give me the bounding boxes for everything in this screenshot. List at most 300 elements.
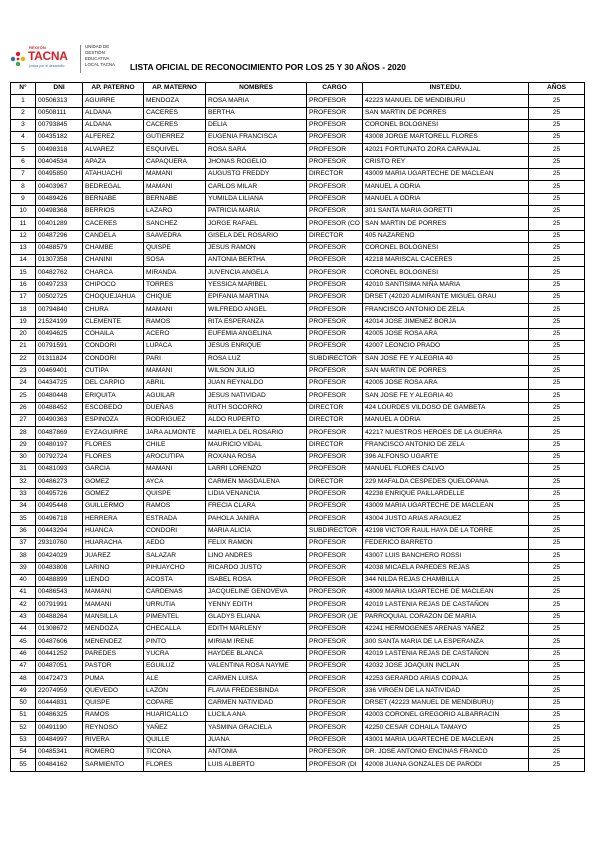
institution-cell: FRANCISCO ANTONIO DE ZELA bbox=[363, 439, 529, 451]
names-cell: RUTH SOCORRO bbox=[206, 402, 307, 414]
logo-unit-line: UNIDAD DE bbox=[85, 44, 110, 49]
names-cell: YASMINA GRACIELA bbox=[206, 722, 307, 734]
dni-cell: 00490363 bbox=[36, 415, 83, 427]
paternal-surname-cell: REYNOSO bbox=[83, 722, 144, 734]
institution-cell: 301 SANTA MARIA GORETTI bbox=[363, 205, 529, 217]
maternal-surname-cell: DUEÑAS bbox=[144, 402, 206, 414]
maternal-surname-cell: ESTRADA bbox=[144, 513, 206, 525]
dni-cell: 00482762 bbox=[36, 267, 83, 279]
maternal-surname-cell: ACERO bbox=[144, 328, 206, 340]
position-cell: PROFESOR bbox=[307, 304, 363, 316]
row-number-cell: 34 bbox=[11, 501, 36, 513]
dni-cell: 00506313 bbox=[36, 95, 83, 107]
dni-cell: 00488899 bbox=[36, 574, 83, 586]
years-cell: 25 bbox=[529, 95, 585, 107]
dni-cell: 00401289 bbox=[36, 218, 83, 230]
dni-cell: 22074959 bbox=[36, 685, 83, 697]
row-number-cell: 13 bbox=[11, 242, 36, 254]
years-cell: 25 bbox=[529, 476, 585, 488]
paternal-surname-cell: CANDELA bbox=[83, 230, 144, 242]
institution-cell: 42223 MANUEL DE MENDIBURU bbox=[363, 95, 529, 107]
table-row bbox=[11, 685, 585, 697]
dni-cell: 00487869 bbox=[36, 427, 83, 439]
years-cell: 25 bbox=[529, 710, 585, 722]
dni-cell: 04434725 bbox=[36, 378, 83, 390]
maternal-surname-cell: FLORES bbox=[144, 759, 206, 771]
paternal-surname-cell: COHAILA bbox=[83, 328, 144, 340]
paternal-surname-cell: RAMOS bbox=[83, 710, 144, 722]
table-row bbox=[11, 304, 585, 316]
table-row bbox=[11, 574, 585, 586]
paternal-surname-cell: MENDOZA bbox=[83, 624, 144, 636]
names-cell: JUVENCIA ANGELA bbox=[206, 267, 307, 279]
paternal-surname-cell: HUANCA bbox=[83, 525, 144, 537]
institution-cell: SAN MARTIN DE PORRES bbox=[363, 365, 529, 377]
paternal-surname-cell: PUMA bbox=[83, 673, 144, 685]
institution-cell: 42005 JOSE ROSA ARA bbox=[363, 378, 529, 390]
logo-unit-line: LOCAL TACNA bbox=[85, 62, 115, 67]
years-cell: 25 bbox=[529, 501, 585, 513]
row-number-cell: 10 bbox=[11, 205, 36, 217]
maternal-surname-cell: RAMOS bbox=[144, 501, 206, 513]
position-cell: DIRECTOR bbox=[307, 476, 363, 488]
paternal-surname-cell: RIVERA bbox=[83, 734, 144, 746]
paternal-surname-cell: CHOQUEJAHUA bbox=[83, 292, 144, 304]
table-row bbox=[11, 353, 585, 365]
names-cell: VALENTINA ROSA NAYME bbox=[206, 660, 307, 672]
years-cell: 25 bbox=[529, 537, 585, 549]
years-cell: 25 bbox=[529, 402, 585, 414]
paternal-surname-cell: CHARCA bbox=[83, 267, 144, 279]
dni-cell: 00480448 bbox=[36, 390, 83, 402]
position-cell: PROFESOR bbox=[307, 734, 363, 746]
maternal-surname-cell: QUISPE bbox=[144, 488, 206, 500]
logo-separator bbox=[80, 45, 81, 73]
maternal-surname-cell: LAZARO bbox=[144, 205, 206, 217]
years-cell: 25 bbox=[529, 488, 585, 500]
years-cell: 25 bbox=[529, 660, 585, 672]
paternal-surname-cell: GARCIA bbox=[83, 464, 144, 476]
maternal-surname-cell: SANCHEZ bbox=[144, 218, 206, 230]
paternal-surname-cell: ALFEREZ bbox=[83, 132, 144, 144]
maternal-surname-cell: YAÑEZ bbox=[144, 722, 206, 734]
table-row bbox=[11, 710, 585, 722]
position-cell: PROFESOR bbox=[307, 648, 363, 660]
institution-cell: 43009 MARIA UGARTECHE DE MACLEAN bbox=[363, 501, 529, 513]
years-cell: 25 bbox=[529, 599, 585, 611]
table-row bbox=[11, 660, 585, 672]
paternal-surname-cell: CHIPOCO bbox=[83, 279, 144, 291]
paternal-surname-cell: QUEVEDO bbox=[83, 685, 144, 697]
column-header-years: AÑOS bbox=[529, 83, 585, 95]
paternal-surname-cell: CACERES bbox=[83, 218, 144, 230]
names-cell: FELIX RAMON bbox=[206, 537, 307, 549]
row-number-cell: 16 bbox=[11, 279, 36, 291]
institution-cell: DRSET (42223 MANUEL DE MENDIBURU) bbox=[363, 697, 529, 709]
region-tacna-logo-icon bbox=[10, 51, 26, 67]
years-cell: 25 bbox=[529, 353, 585, 365]
dni-cell: 00469401 bbox=[36, 365, 83, 377]
names-cell: JESUS RAMON bbox=[206, 242, 307, 254]
years-cell: 25 bbox=[529, 427, 585, 439]
dni-cell: 00424029 bbox=[36, 550, 83, 562]
row-number-cell: 9 bbox=[11, 193, 36, 205]
names-cell: FRECIA CLARA bbox=[206, 501, 307, 513]
position-cell: PROFESOR bbox=[307, 267, 363, 279]
table-row bbox=[11, 464, 585, 476]
names-cell: ROSA SARA bbox=[206, 144, 307, 156]
logo-name: TACNA bbox=[28, 49, 68, 63]
row-number-cell: 20 bbox=[11, 328, 36, 340]
institution-cell: SAN MARTIN DE PORRES bbox=[363, 107, 529, 119]
paternal-surname-cell: CHAMBE bbox=[83, 242, 144, 254]
position-cell: PROFESOR bbox=[307, 574, 363, 586]
row-number-cell: 53 bbox=[11, 734, 36, 746]
maternal-surname-cell: PIMENTEL bbox=[144, 611, 206, 623]
maternal-surname-cell: SALAZAR bbox=[144, 550, 206, 562]
dni-cell: 01308672 bbox=[36, 624, 83, 636]
maternal-surname-cell: PINTO bbox=[144, 636, 206, 648]
maternal-surname-cell: AGUILAR bbox=[144, 390, 206, 402]
position-cell: PROFESOR bbox=[307, 673, 363, 685]
row-number-cell: 51 bbox=[11, 710, 36, 722]
dni-cell: 00791991 bbox=[36, 599, 83, 611]
position-cell: PROFESOR bbox=[307, 144, 363, 156]
institution-cell: 344 NILDA REJAS CHAMBILLA bbox=[363, 574, 529, 586]
row-number-cell: 54 bbox=[11, 747, 36, 759]
position-cell: DIRECTOR bbox=[307, 415, 363, 427]
paternal-surname-cell: ERIQUITA bbox=[83, 390, 144, 402]
row-number-cell: 49 bbox=[11, 685, 36, 697]
position-cell: PROFESOR bbox=[307, 587, 363, 599]
maternal-surname-cell: RODRIGUEZ bbox=[144, 415, 206, 427]
maternal-surname-cell: BERNABE bbox=[144, 193, 206, 205]
dni-cell: 00483808 bbox=[36, 562, 83, 574]
dni-cell: 00495448 bbox=[36, 501, 83, 513]
dni-cell: 00488264 bbox=[36, 611, 83, 623]
position-cell: PROFESOR bbox=[307, 747, 363, 759]
institution-cell: 42238 ENRIQUE PAILLARDELLE bbox=[363, 488, 529, 500]
names-cell: ISABEL ROSA bbox=[206, 574, 307, 586]
table-row bbox=[11, 501, 585, 513]
paternal-surname-cell: AGUIRRE bbox=[83, 95, 144, 107]
maternal-surname-cell: CHILE bbox=[144, 439, 206, 451]
maternal-surname-cell: CACERES bbox=[144, 119, 206, 131]
column-header-position: CARGO bbox=[307, 83, 363, 95]
dni-cell: 00486543 bbox=[36, 587, 83, 599]
table-row bbox=[11, 316, 585, 328]
years-cell: 25 bbox=[529, 205, 585, 217]
table-row bbox=[11, 562, 585, 574]
row-number-cell: 43 bbox=[11, 611, 36, 623]
maternal-surname-cell: ABRIL bbox=[144, 378, 206, 390]
names-cell: WILSON JULIO bbox=[206, 365, 307, 377]
table-row bbox=[11, 107, 585, 119]
names-cell: MIRIAM IRENE bbox=[206, 636, 307, 648]
paternal-surname-cell: CONDORI bbox=[83, 341, 144, 353]
institution-cell: 405 NAZARENO bbox=[363, 230, 529, 242]
dni-cell: 01307358 bbox=[36, 255, 83, 267]
years-cell: 25 bbox=[529, 279, 585, 291]
table-row bbox=[11, 415, 585, 427]
paternal-surname-cell: FLORES bbox=[83, 451, 144, 463]
position-cell: PROFESOR bbox=[307, 132, 363, 144]
document-header bbox=[10, 43, 585, 77]
institution-cell: MANUEL FLORES CALVO bbox=[363, 464, 529, 476]
table-header-row bbox=[11, 83, 585, 95]
names-cell: WILFREDO ANGEL bbox=[206, 304, 307, 316]
paternal-surname-cell: HERRERA bbox=[83, 513, 144, 525]
row-number-cell: 39 bbox=[11, 562, 36, 574]
table-row bbox=[11, 242, 585, 254]
names-cell: DELIA bbox=[206, 119, 307, 131]
position-cell: PROFESOR bbox=[307, 427, 363, 439]
table-row bbox=[11, 636, 585, 648]
position-cell: PROFESOR bbox=[307, 550, 363, 562]
position-cell: PROFESOR bbox=[307, 119, 363, 131]
years-cell: 25 bbox=[529, 169, 585, 181]
table-row bbox=[11, 648, 585, 660]
paternal-surname-cell: GOMEZ bbox=[83, 488, 144, 500]
years-cell: 25 bbox=[529, 107, 585, 119]
position-cell: PROFESOR bbox=[307, 95, 363, 107]
table-row bbox=[11, 488, 585, 500]
dni-cell: 00481093 bbox=[36, 464, 83, 476]
table-row bbox=[11, 513, 585, 525]
position-cell: PROFESOR bbox=[307, 205, 363, 217]
names-cell: ANTONIA bbox=[206, 747, 307, 759]
dni-cell: 00484162 bbox=[36, 759, 83, 771]
logo-unit-line: GESTIÓN bbox=[85, 50, 105, 55]
position-cell: PROFESOR bbox=[307, 599, 363, 611]
row-number-cell: 35 bbox=[11, 513, 36, 525]
dni-cell: 00495726 bbox=[36, 488, 83, 500]
paternal-surname-cell: MAMANI bbox=[83, 587, 144, 599]
institution-cell: 42007 LEONCIO PRADO bbox=[363, 341, 529, 353]
institution-cell: 43007 LUIS BANCHERO ROSSI bbox=[363, 550, 529, 562]
table-row bbox=[11, 525, 585, 537]
years-cell: 25 bbox=[529, 328, 585, 340]
institution-cell: 42019 LASTENIA REJAS DE CASTAÑON bbox=[363, 599, 529, 611]
dni-cell: 00480197 bbox=[36, 439, 83, 451]
maternal-surname-cell: EGUILUZ bbox=[144, 660, 206, 672]
position-cell: PROFESOR bbox=[307, 328, 363, 340]
position-cell: PROFESOR bbox=[307, 660, 363, 672]
maternal-surname-cell: ESQUIVEL bbox=[144, 144, 206, 156]
maternal-surname-cell: MAMANI bbox=[144, 464, 206, 476]
paternal-surname-cell: ROMERO bbox=[83, 747, 144, 759]
dni-cell: 21524199 bbox=[36, 316, 83, 328]
years-cell: 25 bbox=[529, 181, 585, 193]
years-cell: 25 bbox=[529, 747, 585, 759]
position-cell: PROFESOR bbox=[307, 710, 363, 722]
names-cell: YUMILDA LILIANA bbox=[206, 193, 307, 205]
logo-slogan: juntos por el desarrollo bbox=[29, 64, 65, 68]
maternal-surname-cell: MAMANI bbox=[144, 169, 206, 181]
table-row bbox=[11, 611, 585, 623]
position-cell: PROFESOR bbox=[307, 279, 363, 291]
names-cell: PAHOLA JANIRA bbox=[206, 513, 307, 525]
maternal-surname-cell: LUPACA bbox=[144, 341, 206, 353]
dni-cell: 00443294 bbox=[36, 525, 83, 537]
table-row bbox=[11, 734, 585, 746]
paternal-surname-cell: BERRIOS bbox=[83, 205, 144, 217]
table-row bbox=[11, 279, 585, 291]
maternal-surname-cell: SAAVEDRA bbox=[144, 230, 206, 242]
position-cell: PROFESOR bbox=[307, 156, 363, 168]
names-cell: JESUS ENRIQUE bbox=[206, 341, 307, 353]
institution-cell: 42003 CORONEL GREGORIO ALBARRACIN bbox=[363, 710, 529, 722]
institution-cell: CORONEL BOLOGNESI bbox=[363, 119, 529, 131]
row-number-cell: 18 bbox=[11, 304, 36, 316]
row-number-cell: 38 bbox=[11, 550, 36, 562]
row-number-cell: 44 bbox=[11, 624, 36, 636]
paternal-surname-cell: CUTIPA bbox=[83, 365, 144, 377]
institution-cell: SAN JOSE FE Y ALEGRIA 40 bbox=[363, 390, 529, 402]
row-number-cell: 17 bbox=[11, 292, 36, 304]
position-cell: PROFESOR bbox=[307, 341, 363, 353]
names-cell: ALDO RUPERTO bbox=[206, 415, 307, 427]
years-cell: 25 bbox=[529, 636, 585, 648]
table-row bbox=[11, 292, 585, 304]
dni-cell: 00487606 bbox=[36, 636, 83, 648]
maternal-surname-cell: ALE bbox=[144, 673, 206, 685]
row-number-cell: 1 bbox=[11, 95, 36, 107]
years-cell: 25 bbox=[529, 624, 585, 636]
institution-cell: MANUEL A ODRIA bbox=[363, 415, 529, 427]
names-cell: JORGE RAFAEL bbox=[206, 218, 307, 230]
names-cell: CARLOS MILAR bbox=[206, 181, 307, 193]
years-cell: 25 bbox=[529, 611, 585, 623]
institution-cell: SAN MARTIN DE PORRES bbox=[363, 218, 529, 230]
years-cell: 25 bbox=[529, 648, 585, 660]
position-cell: DIRECTOR bbox=[307, 439, 363, 451]
dni-cell: 00484997 bbox=[36, 734, 83, 746]
paternal-surname-cell: MANSILLA bbox=[83, 611, 144, 623]
row-number-cell: 26 bbox=[11, 402, 36, 414]
years-cell: 25 bbox=[529, 218, 585, 230]
maternal-surname-cell: MAMANI bbox=[144, 181, 206, 193]
names-cell: EPIFANIA MARTINA bbox=[206, 292, 307, 304]
position-cell: PROFESOR bbox=[307, 181, 363, 193]
dni-cell: 00498318 bbox=[36, 144, 83, 156]
position-cell: PROFESOR bbox=[307, 685, 363, 697]
logo-unit-text bbox=[85, 44, 125, 68]
names-cell: HAYDEE BLANCA bbox=[206, 648, 307, 660]
table-row bbox=[11, 378, 585, 390]
column-header-names: NOMBRES bbox=[206, 83, 307, 95]
names-cell: RITA ESPERANZA bbox=[206, 316, 307, 328]
institution-cell: 43001 MARIA UGARTECHE DE MACLEAN bbox=[363, 734, 529, 746]
row-number-cell: 36 bbox=[11, 525, 36, 537]
row-number-cell: 30 bbox=[11, 451, 36, 463]
paternal-surname-cell: MAMANI bbox=[83, 599, 144, 611]
table-row bbox=[11, 205, 585, 217]
paternal-surname-cell: LARINO bbox=[83, 562, 144, 574]
names-cell: PATRICIA MARIA bbox=[206, 205, 307, 217]
table-row bbox=[11, 587, 585, 599]
table-row bbox=[11, 144, 585, 156]
names-cell: JESUS NATIVIDAD bbox=[206, 390, 307, 402]
maternal-surname-cell: GUTIERREZ bbox=[144, 132, 206, 144]
years-cell: 25 bbox=[529, 193, 585, 205]
position-cell: PROFESOR bbox=[307, 488, 363, 500]
maternal-surname-cell: CACERES bbox=[144, 107, 206, 119]
table-row bbox=[11, 169, 585, 181]
dni-cell: 00498368 bbox=[36, 205, 83, 217]
years-cell: 25 bbox=[529, 144, 585, 156]
names-cell: GISELA DEL ROSARIO bbox=[206, 230, 307, 242]
institution-cell: 42021 FORTUNATO ZORA CARVAJAL bbox=[363, 144, 529, 156]
row-number-cell: 33 bbox=[11, 488, 36, 500]
paternal-surname-cell: EYZAGUIRRE bbox=[83, 427, 144, 439]
institution-cell: 43004 JUSTO ARIAS ARAGUEZ bbox=[363, 513, 529, 525]
dni-cell: 00488579 bbox=[36, 242, 83, 254]
institution-cell: 424 LOURDES VILDOSO DE GAMBETA bbox=[363, 402, 529, 414]
institution-cell: 42005 JOSE ROSA ARA bbox=[363, 328, 529, 340]
table-row bbox=[11, 439, 585, 451]
years-cell: 25 bbox=[529, 267, 585, 279]
years-cell: 25 bbox=[529, 390, 585, 402]
names-cell: EUGENIA FRANCISCA bbox=[206, 132, 307, 144]
maternal-surname-cell: MENDOZA bbox=[144, 95, 206, 107]
maternal-surname-cell: ACOSTA bbox=[144, 574, 206, 586]
row-number-cell: 37 bbox=[11, 537, 36, 549]
maternal-surname-cell: COPARE bbox=[144, 697, 206, 709]
years-cell: 25 bbox=[529, 365, 585, 377]
dni-cell: 00496718 bbox=[36, 513, 83, 525]
row-number-cell: 3 bbox=[11, 119, 36, 131]
maternal-surname-cell: JARA ALMONTE bbox=[144, 427, 206, 439]
names-cell: CARMEN LUISA bbox=[206, 673, 307, 685]
row-number-cell: 40 bbox=[11, 574, 36, 586]
table-row bbox=[11, 537, 585, 549]
maternal-surname-cell: YUCRA bbox=[144, 648, 206, 660]
dni-cell: 00485341 bbox=[36, 747, 83, 759]
row-number-cell: 52 bbox=[11, 722, 36, 734]
institution-cell: 42014 JOSE JIMENEZ BORJA bbox=[363, 316, 529, 328]
ugel-tacna-logo bbox=[10, 43, 120, 77]
paternal-surname-cell: GOMEZ bbox=[83, 476, 144, 488]
table-row bbox=[11, 156, 585, 168]
paternal-surname-cell: CHANINI bbox=[83, 255, 144, 267]
paternal-surname-cell: ALDANA bbox=[83, 119, 144, 131]
maternal-surname-cell: URRUTIA bbox=[144, 599, 206, 611]
row-number-cell: 12 bbox=[11, 230, 36, 242]
institution-cell: 43008 JORGE MARTORELL FLORES bbox=[363, 132, 529, 144]
years-cell: 25 bbox=[529, 341, 585, 353]
position-cell: PROFESOR bbox=[307, 378, 363, 390]
table-row bbox=[11, 390, 585, 402]
names-cell: EUFEMIA ANGELINA bbox=[206, 328, 307, 340]
table-row bbox=[11, 624, 585, 636]
paternal-surname-cell: QUISPE bbox=[83, 697, 144, 709]
dni-cell: 00487051 bbox=[36, 660, 83, 672]
recognition-table bbox=[10, 82, 585, 772]
institution-cell: 42038 MICAELA PAREDES REJAS bbox=[363, 562, 529, 574]
years-cell: 25 bbox=[529, 415, 585, 427]
table-row bbox=[11, 747, 585, 759]
names-cell: ROSA LUZ bbox=[206, 353, 307, 365]
row-number-cell: 28 bbox=[11, 427, 36, 439]
maternal-surname-cell: MIRANDA bbox=[144, 267, 206, 279]
dni-cell: 00508111 bbox=[36, 107, 83, 119]
institution-cell: 42250 CESAR COHAILA TAMAYO bbox=[363, 722, 529, 734]
institution-cell: 42253 GERARDO ARIAS COPAJA bbox=[363, 673, 529, 685]
paternal-surname-cell: APAZA bbox=[83, 156, 144, 168]
names-cell: GLADYS ELIANA bbox=[206, 611, 307, 623]
paternal-surname-cell: CONDORI bbox=[83, 353, 144, 365]
